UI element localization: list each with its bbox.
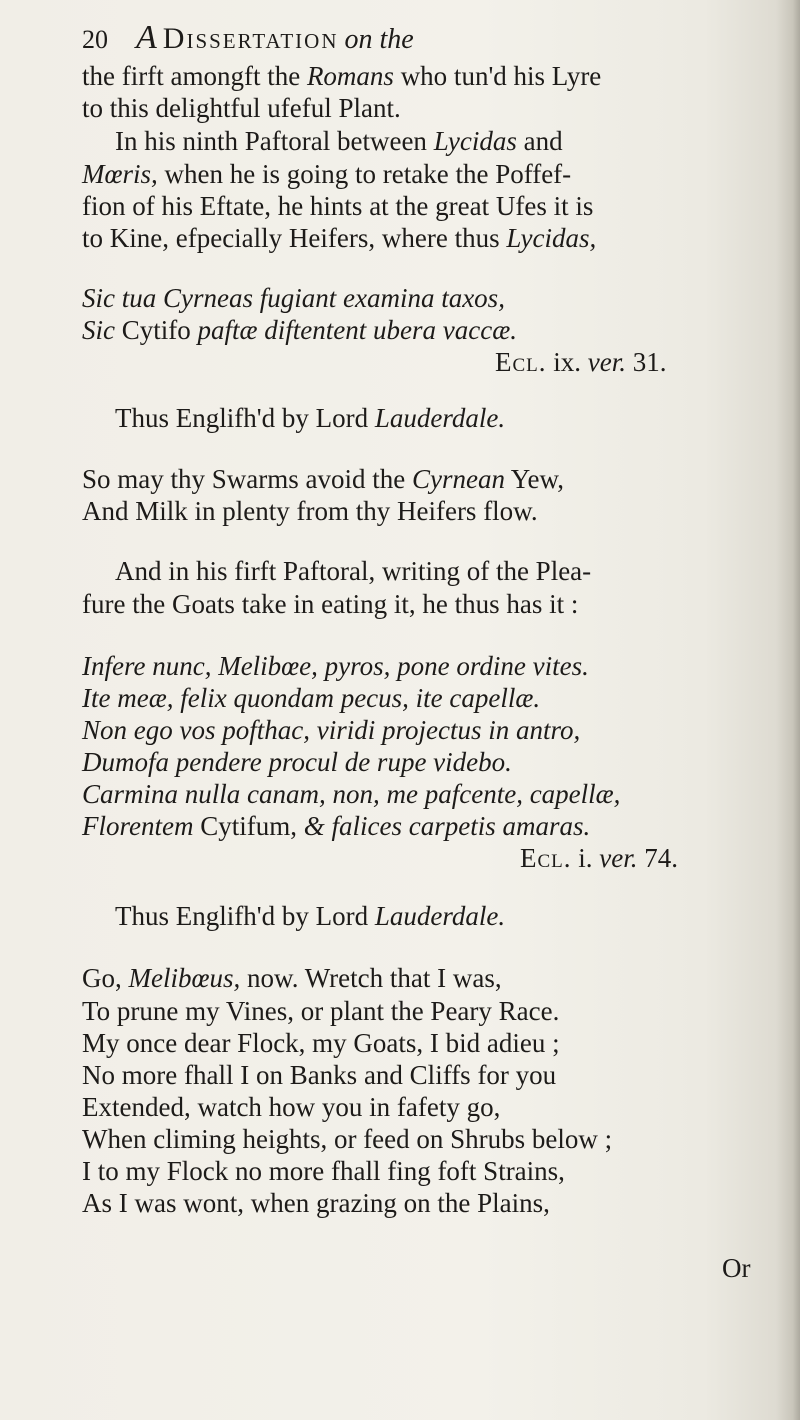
page-edge-shadow: [776, 0, 800, 1420]
text-line: fure the Goats take in eating it, he thus has it :: [82, 589, 579, 619]
latin-verse: Infere nunc, Melibœe, pyros, pone ordine vites.: [82, 651, 589, 681]
header-title-initial: A: [136, 19, 157, 56]
text-line: fion of his Eftate, he hints at the great Ufes it is: [82, 191, 594, 221]
catchword: Or: [722, 1253, 751, 1283]
text-line: And in his firft Paftoral, writing of the Plea-: [115, 556, 592, 586]
english-verse: As I was wont, when grazing on the Plains,: [82, 1188, 550, 1218]
page-number: 20: [82, 25, 108, 54]
translation-intro: Thus Englifh'd by Lord Lauderdale.: [115, 403, 506, 433]
english-verse: When climing heights, or feed on Shrubs below ;: [82, 1124, 613, 1154]
english-verse: Go, Melibœus, now. Wretch that I was,: [82, 963, 502, 993]
latin-verse: Florentem Cytifum, & falices carpetis amaras.: [82, 811, 591, 841]
header-title-main: Dissertation: [162, 22, 339, 55]
text-line: to Kine, efpecially Heifers, where thus Lycidas,: [82, 223, 597, 253]
english-verse: Extended, watch how you in fafety go,: [82, 1092, 501, 1122]
text-line: the firft amongft the Romans who tun'd his Lyre: [82, 61, 602, 91]
text-line: Mœris, when he is going to retake the Poffef-: [82, 159, 572, 189]
running-header: [82, 19, 414, 56]
english-verse: My once dear Flock, my Goats, I bid adieu ;: [82, 1028, 560, 1058]
english-verse: To prune my Vines, or plant the Peary Race.: [82, 996, 560, 1026]
verse-reference: Ecl. i. ver. 74.: [520, 843, 679, 873]
latin-verse: Ite meæ, felix quondam pecus, ite capellæ.: [82, 683, 541, 713]
text-line: to this delightful ufeful Plant.: [82, 93, 401, 123]
latin-verse: Dumofa pendere procul de rupe videbo.: [82, 747, 512, 777]
translation-intro: Thus Englifh'd by Lord Lauderdale.: [115, 901, 506, 931]
text-line: In his ninth Paftoral between Lycidas and: [115, 126, 563, 156]
latin-verse: Sic tua Cyrneas fugiant examina taxos,: [82, 283, 505, 313]
english-verse: No more fhall I on Banks and Cliffs for you: [82, 1060, 557, 1090]
header-title-tail: on the: [344, 24, 414, 55]
verse-reference: Ecl. ix. ver. 31.: [495, 347, 667, 377]
english-verse: And Milk in plenty from thy Heifers flow.: [82, 496, 538, 526]
english-verse: So may thy Swarms avoid the Cyrnean Yew,: [82, 464, 564, 494]
english-verse: I to my Flock no more fhall fing foft Strains,: [82, 1156, 565, 1186]
latin-verse: Sic Cytifo paftæ diftentent ubera vaccæ.: [82, 315, 517, 345]
latin-verse: Non ego vos pofthac, viridi projectus in antro,: [82, 715, 581, 745]
latin-verse: Carmina nulla canam, non, me pafcente, capellæ,: [82, 779, 621, 809]
